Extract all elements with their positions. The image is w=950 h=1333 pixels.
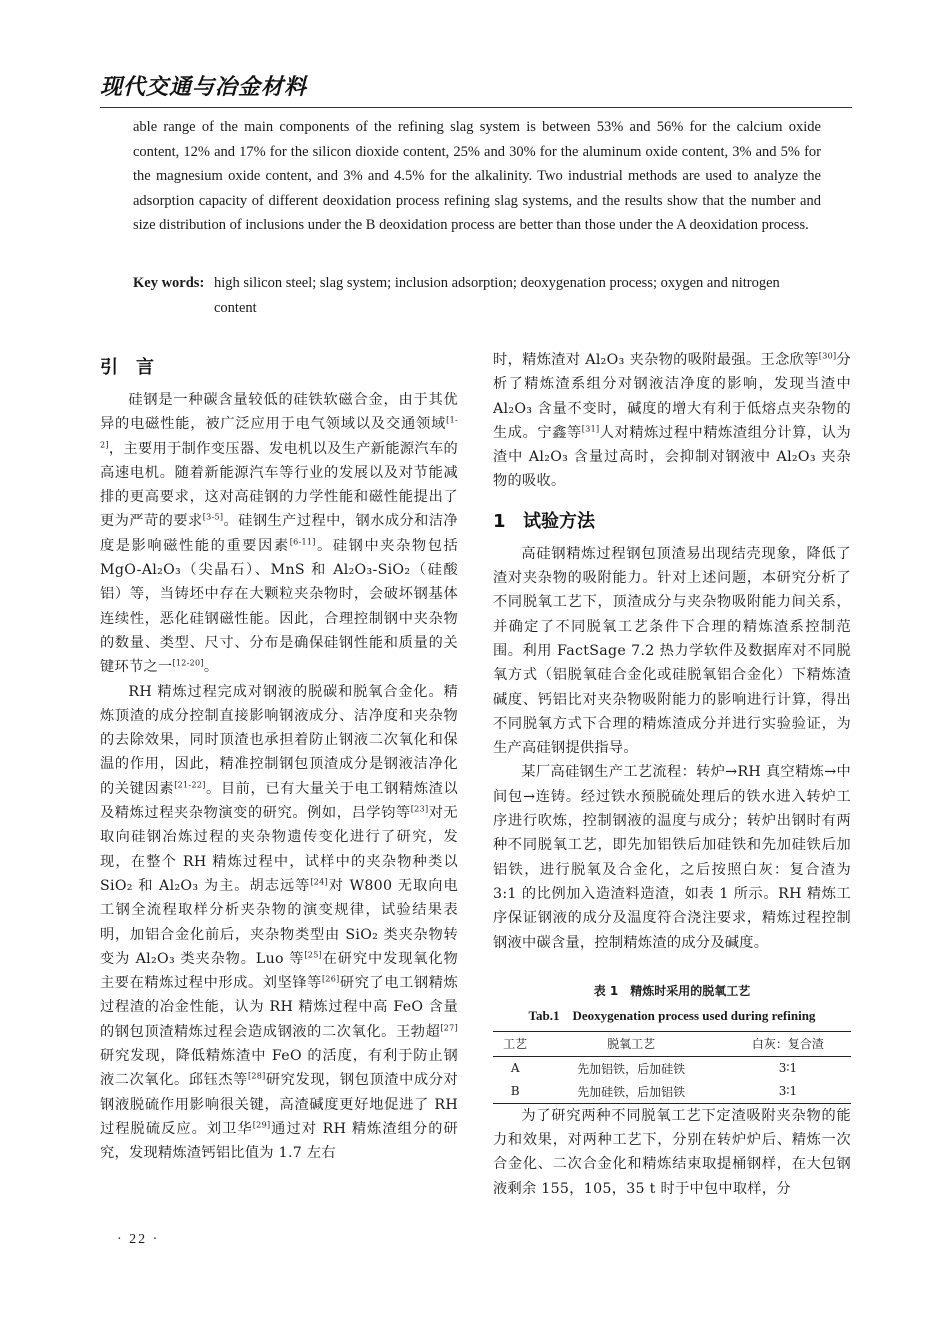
table-row bbox=[493, 1080, 851, 1104]
abstract-continuation: able range of the main components of the refining slag system is between 53% and 56% for the calcium oxide content, 12% and 17% for the silicon dioxide content, 25% and 30% for the aluminum oxide content, 3% and 5% for the magnesium oxide content, and 3% and 4.5% for the alkalinity. Two industrial methods are used to analyze the adsorption capacity of different deoxidation process refining slag systems, and the results show that the number and size distribution of inclusions under the B deoxidation process are better than those under the A deoxidation process. bbox=[133, 119, 821, 233]
deoxidation-table bbox=[493, 1031, 851, 1104]
citation: [23] bbox=[410, 804, 429, 814]
citation: [12-20] bbox=[172, 658, 204, 668]
table-header-cell: 工艺 bbox=[493, 1031, 537, 1056]
journal-title: 现代交通与冶金材料 bbox=[100, 75, 308, 100]
citation: [21-22] bbox=[174, 780, 206, 790]
table-cell: 3∶1 bbox=[778, 1084, 798, 1099]
keywords-text: high silicon steel; slag system; inclusion adsorption; deoxygenation process; oxygen and nitrogen content bbox=[214, 275, 780, 316]
intro-paragraph-2: RH 精炼过程完成对钢液的脱碳和脱氧合金化。精炼顶渣的成分控制直接影响钢液成分、洁净度和夹杂物的去除效果，同时顶渣也承担着防止钢液二次氧化和保温的作用，因此，精准控制钢包顶渣成分是钢液洁净化的关键因素[21-22]。目前，已有大量关于电工钢精炼渣以及精炼过程夹杂物演变的研究。例如，吕学钧等[23]对无取向硅钢冶炼过程的夹杂物遗传变化进行了研究，发现，在整个 RH 精炼过程中，试样中的夹杂物种类以 SiO₂ 和 Al₂O₃ 为主。胡志远等[24]对 W800 无取向电工钢全流程取样分析夹杂物的演变规律，试验结果表明，加铝合金化前后，夹杂物类型由 SiO₂ 类夹杂物转变为 Al₂O₃ 类夹杂物。Luo 等[25]在研究中发现氧化物主要在精炼过程中形成。刘坚锋等[26]研究了电工钢精炼过程渣的冶金性能，认为 RH 精炼过程中高 FeO 含量的钢包顶渣精炼过程会造成钢液的二次氧化。王勃超[27]研究发现，降低精炼渣中 FeO 的活度，有利于防止钢液二次氧化。邱钰杰等[28]研究发现，钢包顶渣中成分对钢液脱硫作用影响很关键，高渣碱度更好地促进了 RH 过程脱硫反应。刘卫华[29]通过对 RH 精炼渣组分的研究，发现精炼渣钙铝比值为 1.7 左右 bbox=[100, 683, 458, 1162]
methods-paragraph-3: 为了研究两种不同脱氧工艺下定渣吸附夹杂物的能力和效果，对两种工艺下，分别在转炉炉后、精炼一次合金化、二次合金化和精炼结束取提桶钢样，在大包钢液剩余 155，105，35 t 时于中包中取样，分 bbox=[493, 1107, 851, 1197]
header-divider bbox=[100, 107, 852, 108]
citation: [30] bbox=[818, 351, 837, 361]
citation: [25] bbox=[304, 950, 323, 960]
citation: [26] bbox=[321, 974, 340, 984]
citation: [6-11] bbox=[289, 537, 316, 547]
intro-paragraph-1: 硅钢是一种碳含量较低的硅铁软磁合金，由于其优异的电磁性能，被广泛应用于电气领域以及交通领域[1-2]，主要用于制作变压器、发电机以及生产新能源汽车的高速电机。随着新能源汽车等行业的发展以及对节能减排的更高要求，这对高硅钢的力学性能和磁性能提出了更为严苛的要求[3-5]。硅钢生产过程中，钢水成分和洁净度是影响磁性能的重要因素[6-11]。硅钢中夹杂物包括 MgO-Al₂O₃（尖晶石）、MnS 和 Al₂O₃-SiO₂（硅酸铝）等，当铸坯中存在大颗粒夹杂物时，会破坏钢基体连续性，恶化硅钢磁性能。因此，合理控制钢中夹杂物的数量、类型、尺寸、分布是确保硅钢性能和质量的关键环节之一[12-20]。 bbox=[100, 392, 458, 676]
left-column bbox=[100, 348, 458, 1166]
table-cell: 先加硅铁，后加铝铁 bbox=[577, 1084, 686, 1099]
section-heading-intro: 引 言 bbox=[100, 357, 154, 378]
citation: [28] bbox=[247, 1071, 266, 1081]
citation: [3-5] bbox=[202, 512, 224, 522]
table-cell: 3∶1 bbox=[778, 1061, 798, 1076]
methods-paragraph-2: 某厂高硅钢生产工艺流程：转炉→RH 真空精炼→中间包→连铸。经过铁水预脱硫处理后的铁水进入转炉工序进行吹炼，控制钢液的温度与成分；转炉出钢时有两种不同脱氧工艺，即先加铝铁后加硅铁和先加硅铁后加铝铁，进行脱氧及合金化，之后按照白灰：复合渣为 3:1 的比例加入造渣料造渣，如表 1 所示。RH 精炼工序保证钢液的成分及温度符合浇注要求，精炼过程控制钢液中碳含量，控制精炼渣的成分及碱度。 bbox=[493, 764, 851, 951]
page-number: · 22 · bbox=[117, 1232, 160, 1247]
table-header-cell: 白灰：复合渣 bbox=[725, 1031, 851, 1056]
intro-continuation: 时，精炼渣对 Al₂O₃ 夹杂物的吸附最强。王念欣等[30]分析了精炼渣系组分对钢液洁净度的影响，发现当渣中 Al₂O₃ 含量不变时，碱度的增大有利于低熔点夹杂物的生成。宁鑫等[31]人对精炼过程中精炼渣组分计算，认为渣中 Al₂O₃ 含量过高时，会抑制对钢液中 Al₂O₃ 夹杂物的吸收。 bbox=[493, 351, 851, 490]
citation: [1-2] bbox=[100, 415, 458, 449]
table-caption-en: Tab.1 Deoxygenation process used during refining bbox=[528, 1007, 816, 1023]
citation: [31] bbox=[581, 424, 600, 434]
keywords-block bbox=[133, 271, 821, 320]
table-cell: A bbox=[510, 1061, 520, 1076]
table-header-cell: 脱氧工艺 bbox=[537, 1031, 725, 1056]
right-column bbox=[493, 348, 851, 1201]
section-heading-methods: 1 试验方法 bbox=[493, 510, 595, 532]
table-caption-cn: 表 1 精炼时采用的脱氧工艺 bbox=[593, 983, 751, 998]
table-cell: B bbox=[510, 1084, 520, 1099]
methods-paragraph-1: 高硅钢精炼过程钢包顶渣易出现结壳现象，降低了渣对夹杂物的吸附能力。针对上述问题，本研究分析了不同脱氧工艺下，顶渣成分与夹杂物吸附能力间关系，并确定了不同脱氧工艺条件下合理的精炼渣系控制范围。利用 FactSage 7.2 热力学软件及数据库对不同脱氧方式（铝脱氧硅合金化或硅脱氧铝合金化）下精炼渣碱度、钙铝比对夹杂物吸附能力的影响进行计算，得出不同脱氧方式下合理的精炼渣成分并进行实验验证，为生产高硅钢提供指导。 bbox=[493, 545, 851, 757]
table-row bbox=[493, 1056, 851, 1080]
citation: [24] bbox=[310, 877, 328, 887]
keywords-label: Key words: bbox=[133, 275, 205, 291]
table-cell: 先加铝铁，后加硅铁 bbox=[577, 1061, 686, 1076]
citation: [27] bbox=[440, 1022, 458, 1032]
citation: [29] bbox=[252, 1120, 271, 1130]
table-header-row bbox=[493, 1031, 851, 1056]
